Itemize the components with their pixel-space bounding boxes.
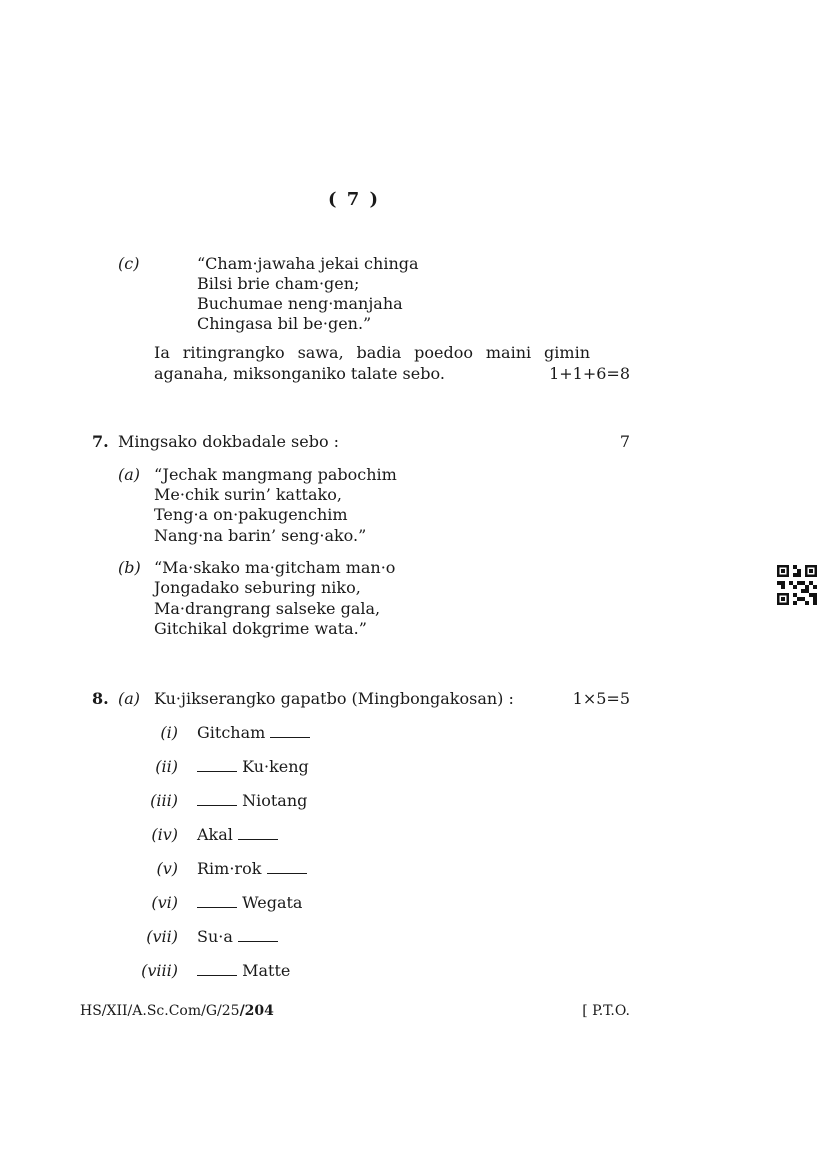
q6c-poem-line: “Cham·jawaha jekai chinga [197, 254, 419, 273]
q7-number: 7. [92, 432, 109, 451]
q8-item [197, 859, 307, 879]
q8-item-label: (v) [156, 859, 178, 878]
q8-item-blank [197, 791, 237, 806]
q8-item-blank [197, 893, 237, 908]
footer-code-prefix: HS/XII/A.Sc.Com/G/25 [80, 1003, 240, 1019]
q8-item-label: (iii) [150, 791, 178, 810]
page-number: ( 7 ) [327, 189, 381, 210]
q8-item-label: (i) [160, 723, 178, 742]
q8-text: Ku·jikserangko gapatbo (Mingbongakosan) : [154, 689, 514, 708]
q7b-poem-line: Jongadako seburing niko, [154, 578, 361, 597]
q6c-label: (c) [118, 254, 140, 273]
q7b-poem-line: Gitchikal dokgrime wata.” [154, 619, 367, 638]
q8-item-text: Akal [197, 825, 233, 844]
q6c-instruction-line2: aganaha, miksonganiko talate sebo. [154, 364, 445, 383]
q8-item [197, 961, 290, 981]
q7a-poem-line: Teng·a on·pakugenchim [154, 505, 348, 524]
q7a-label: (a) [118, 465, 141, 484]
q8-item-text: Niotang [242, 791, 308, 810]
q6c-poem-line: Bilsi brie cham·gen; [197, 274, 360, 293]
q8-item-blank [270, 723, 310, 738]
q8-item-text: Rim·rok [197, 859, 262, 878]
q8-item-blank [197, 757, 237, 772]
q8-item-label: (vi) [151, 893, 178, 912]
q8-item-blank [238, 825, 278, 840]
q7b-label: (b) [118, 558, 141, 577]
q6c-instruction-line1: Ia ritingrangko sawa, badia poedoo maini gimin [154, 343, 590, 362]
footer-pto: [ P.T.O. [582, 1003, 630, 1019]
q8-item-text: Ku·keng [242, 757, 309, 776]
q8-item [197, 757, 309, 777]
q7a-poem-line: Nang·na barin’ seng·ako.” [154, 526, 367, 545]
q8-item [197, 723, 310, 743]
q8-number: 8. [92, 689, 109, 708]
q8-item-blank [238, 927, 278, 942]
q7-text: Mingsako dokbadale sebo : [118, 432, 340, 451]
q6c-poem-line: Chingasa bil be·gen.” [197, 314, 372, 333]
q8-item [197, 825, 278, 845]
q8-item-label: (ii) [155, 757, 178, 776]
q8-item-blank [267, 859, 307, 874]
footer-code [80, 1001, 274, 1021]
q7b-poem-line: Ma·drangrang salseke gala, [154, 599, 381, 618]
q8-part-label: (a) [118, 689, 141, 708]
q8-item-text: Su·a [197, 927, 233, 946]
qr-code-icon [777, 565, 817, 605]
q8-item-text: Wegata [242, 893, 303, 912]
q8-item-label: (iv) [151, 825, 178, 844]
q7a-poem-line: Me·chik surin’ kattako, [154, 485, 342, 504]
q8-item-label: (vii) [146, 927, 178, 946]
q8-marks: 1×5=5 [572, 689, 630, 708]
q8-item-text: Gitcham [197, 723, 266, 742]
q8-item [197, 791, 307, 811]
q7-marks: 7 [619, 432, 630, 451]
q8-item-label: (viii) [141, 961, 178, 980]
q6c-poem-line: Buchumae neng·manjaha [197, 294, 403, 313]
q8-item-blank [197, 961, 237, 976]
q6c-marks: 1+1+6=8 [549, 364, 630, 383]
q8-item [197, 893, 302, 913]
q7b-poem-line: “Ma·skako ma·gitcham man·o [154, 558, 396, 577]
q8-item-text: Matte [242, 961, 291, 980]
footer-code-suffix: /204 [239, 1003, 274, 1019]
q8-item [197, 927, 278, 947]
q7a-poem-line: “Jechak mangmang pabochim [154, 465, 397, 484]
